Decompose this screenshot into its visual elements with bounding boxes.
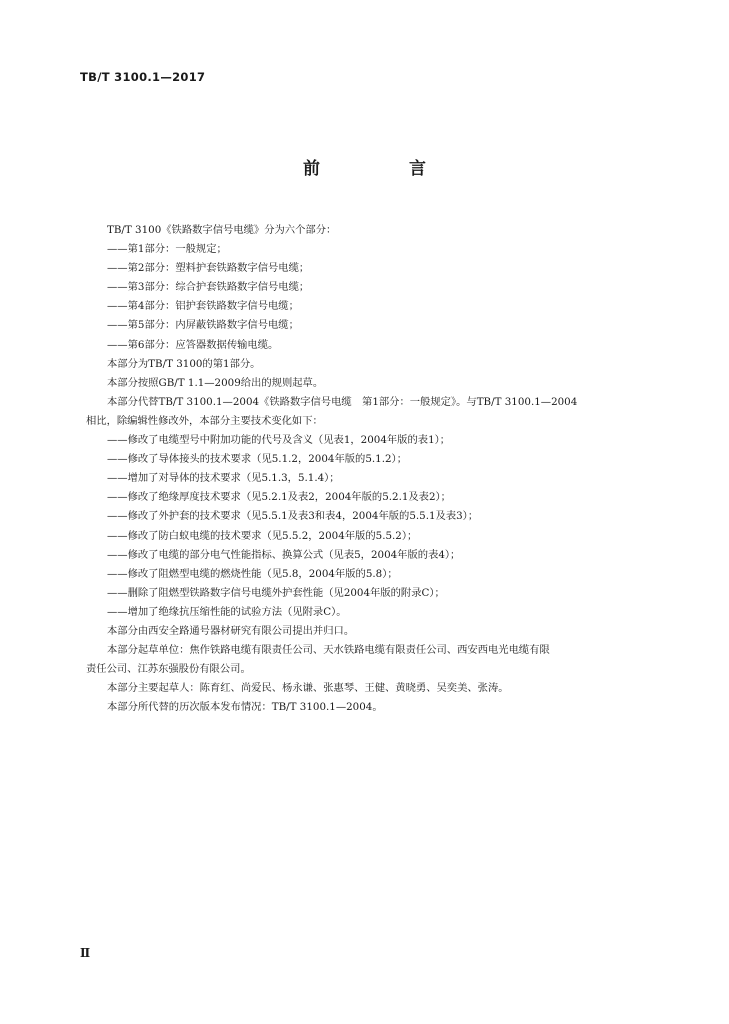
list-item-change: ——修改了电缆型号中附加功能的代号及含义（见表1，2004年版的表1）； (107, 434, 451, 447)
page-title: 前 言 (303, 159, 462, 179)
list-item-part-1: ——第1部分：一般规定； (107, 243, 227, 256)
paragraph-drafting-units-continued: 责任公司、江苏东强股份有限公司。 (86, 663, 251, 676)
list-item-change: ——修改了电缆的部分电气性能指标、换算公式（见表5，2004年版的表4）； (107, 548, 461, 561)
list-item-part-3: ——第3部分：综合护套铁路数字信号电缆； (107, 281, 310, 294)
paragraph-replaces-continued: 相比，除编辑性修改外，本部分主要技术变化如下： (86, 414, 323, 427)
paragraph-proposer: 本部分由西安全路通号器材研究有限公司提出并归口。 (107, 624, 355, 637)
paragraph-drafting-units: 本部分起草单位：焦作铁路电缆有限责任公司、天水铁路电缆有限责任公司、西安西电光电缆有限 (107, 644, 550, 657)
list-item-part-5: ——第5部分：内屏蔽铁路数字信号电缆； (107, 319, 299, 332)
list-item-part-2: ——第2部分：塑料护套铁路数字信号电缆； (107, 262, 310, 275)
list-item-change: ——删除了阻燃型铁路数字信号电缆外护套性能（见2004年版的附录C）； (107, 586, 445, 599)
list-item-part-4: ——第4部分：铝护套铁路数字信号电缆； (107, 300, 299, 313)
list-item-change: ——增加了绝缘抗压缩性能的试验方法（见附录C）。 (107, 605, 347, 618)
list-item-change: ——修改了防白蚁电缆的技术要求（见5.5.2，2004年版的5.5.2）； (107, 529, 418, 542)
list-item-change: ——修改了导体接头的技术要求（见5.1.2，2004年版的5.1.2）； (107, 453, 407, 466)
paragraph-part-statement: 本部分为TB/T 3100的第1部分。 (107, 357, 261, 370)
paragraph-drafters: 本部分主要起草人：陈育红、尚爱民、杨永谦、张惠琴、王健、黄晓勇、吴奕美、张涛。 (107, 682, 509, 695)
page-number: Ⅱ (80, 946, 91, 960)
paragraph-drafting-rules: 本部分按照GB/T 1.1—2009给出的规则起草。 (107, 376, 324, 389)
paragraph-replaces: 本部分代替TB/T 3100.1—2004《铁路数字信号电缆 第1部分：一般规定》。与TB/T 3100.1—2004 (107, 395, 578, 408)
list-item-change: ——修改了外护套的技术要求（见5.5.1及表3和表4，2004年版的5.5.1及表3）； (107, 510, 479, 523)
list-item-change: ——修改了绝缘厚度技术要求（见5.2.1及表2，2004年版的5.2.1及表2）； (107, 491, 451, 504)
list-item-part-6: ——第6部分：应答器数据传输电缆。 (107, 338, 279, 351)
list-item-change: ——增加了对导体的技术要求（见5.1.3，5.1.4）； (107, 472, 340, 485)
paragraph-parts-intro: TB/T 3100《铁路数字信号电缆》分为六个部分： (107, 224, 337, 236)
standard-identifier: TB/T 3100.1—2017 (80, 70, 206, 84)
paragraph-previous-editions: 本部分所代替的历次版本发布情况：TB/T 3100.1—2004。 (107, 701, 383, 714)
foreword-body (86, 221, 660, 717)
list-item-change: ——修改了阻燃型电缆的燃烧性能（见5.8，2004年版的5.8）； (107, 567, 398, 580)
